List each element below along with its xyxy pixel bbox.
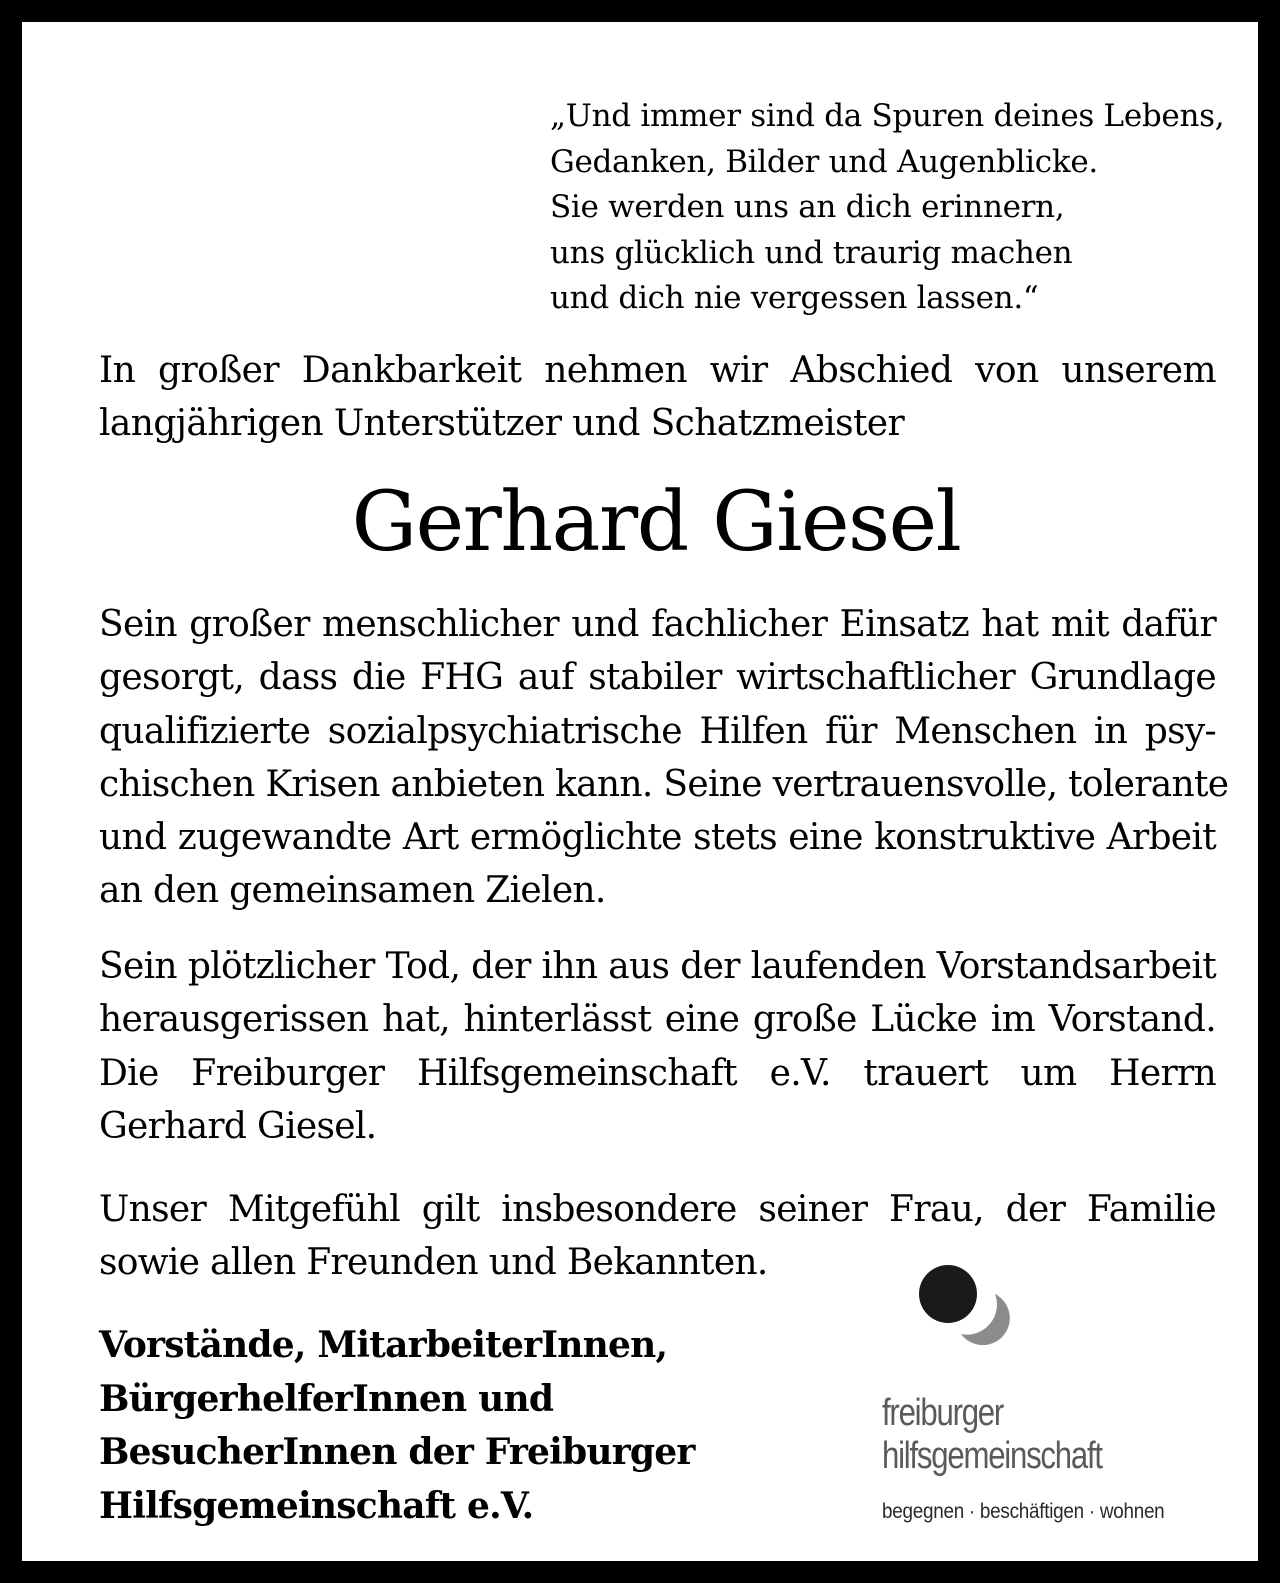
paragraph-line: Gerhard Giesel. — [99, 1105, 377, 1147]
condolence-paragraph — [99, 1183, 1216, 1290]
quote-line: Sie werden uns an dich erinnern, — [550, 189, 1065, 225]
logo-wordmark-line2: hilfsgemeinschaft — [882, 1435, 1102, 1477]
paragraph-line: Die Freiburger Hilfsgemeinschaft e.V. trauert um Herrn — [99, 1052, 1216, 1094]
signature-line: Vorstände, MitarbeiterInnen, — [99, 1324, 668, 1366]
tribute-paragraph — [99, 598, 1229, 918]
paragraph-line: herausgerissen hat, hinterlässt eine große Lücke im Vorstand. — [99, 999, 1216, 1041]
signature-block — [99, 1319, 799, 1533]
paragraph-line: und zugewandte Art ermöglichte stets eine konstruktive Arbeit — [99, 817, 1216, 859]
signature-line: BesucherInnen der Freiburger — [99, 1431, 695, 1473]
logo-circles-icon — [877, 1262, 1027, 1362]
quote — [550, 94, 1250, 322]
paragraph-line: sowie allen Freunden und Bekannten. — [99, 1242, 768, 1284]
deceased-name: Gerhard Giesel — [351, 475, 961, 570]
logo-wordmark-line1: freiburger — [882, 1392, 1004, 1434]
logo-tagline: begegnen · beschäftigen · wohnen — [882, 1500, 1165, 1523]
paragraph-line: Sein großer menschlicher und fachlicher Einsatz hat mit dafür — [99, 604, 1216, 645]
paragraph-line: Unser Mitgefühl gilt insbesondere seiner Frau, der Familie — [99, 1189, 1216, 1230]
quote-line: „Und immer sind da Spuren deines Lebens, — [550, 98, 1225, 134]
intro-line: In großer Dankbarkeit nehmen wir Abschied von unserem — [99, 350, 1216, 391]
quote-line: und dich nie vergessen lassen.“ — [550, 280, 1039, 316]
quote-line: Gedanken, Bilder und Augenblicke. — [550, 143, 1098, 180]
paragraph-line: chischen Krisen anbieten kann. Seine vertrauensvolle, tolerante — [99, 763, 1229, 805]
paragraph-line: an den gemeinsamen Zielen. — [99, 870, 606, 912]
paragraph-line: qualifizierte sozialpsychiatrische Hilfen für Menschen in psy- — [99, 710, 1216, 752]
logo-circle-center — [919, 1265, 977, 1323]
quote-line: uns glücklich und traurig machen — [550, 234, 1073, 271]
intro-line: langjährigen Unterstützer und Schatzmeister — [99, 403, 905, 444]
paragraph-line: Sein plötzlicher Tod, der ihn aus der laufenden Vorstandsarbeit — [99, 946, 1216, 987]
intro-text — [99, 344, 1216, 450]
loss-paragraph — [99, 940, 1216, 1153]
paragraph-line: gesorgt, dass die FHG auf stabiler wirtschaftlicher Grundlage — [99, 657, 1216, 699]
signature-line: Hilfsgemeinschaft e.V. — [99, 1484, 534, 1527]
signature-line: BürgerhelferInnen und — [99, 1377, 554, 1420]
